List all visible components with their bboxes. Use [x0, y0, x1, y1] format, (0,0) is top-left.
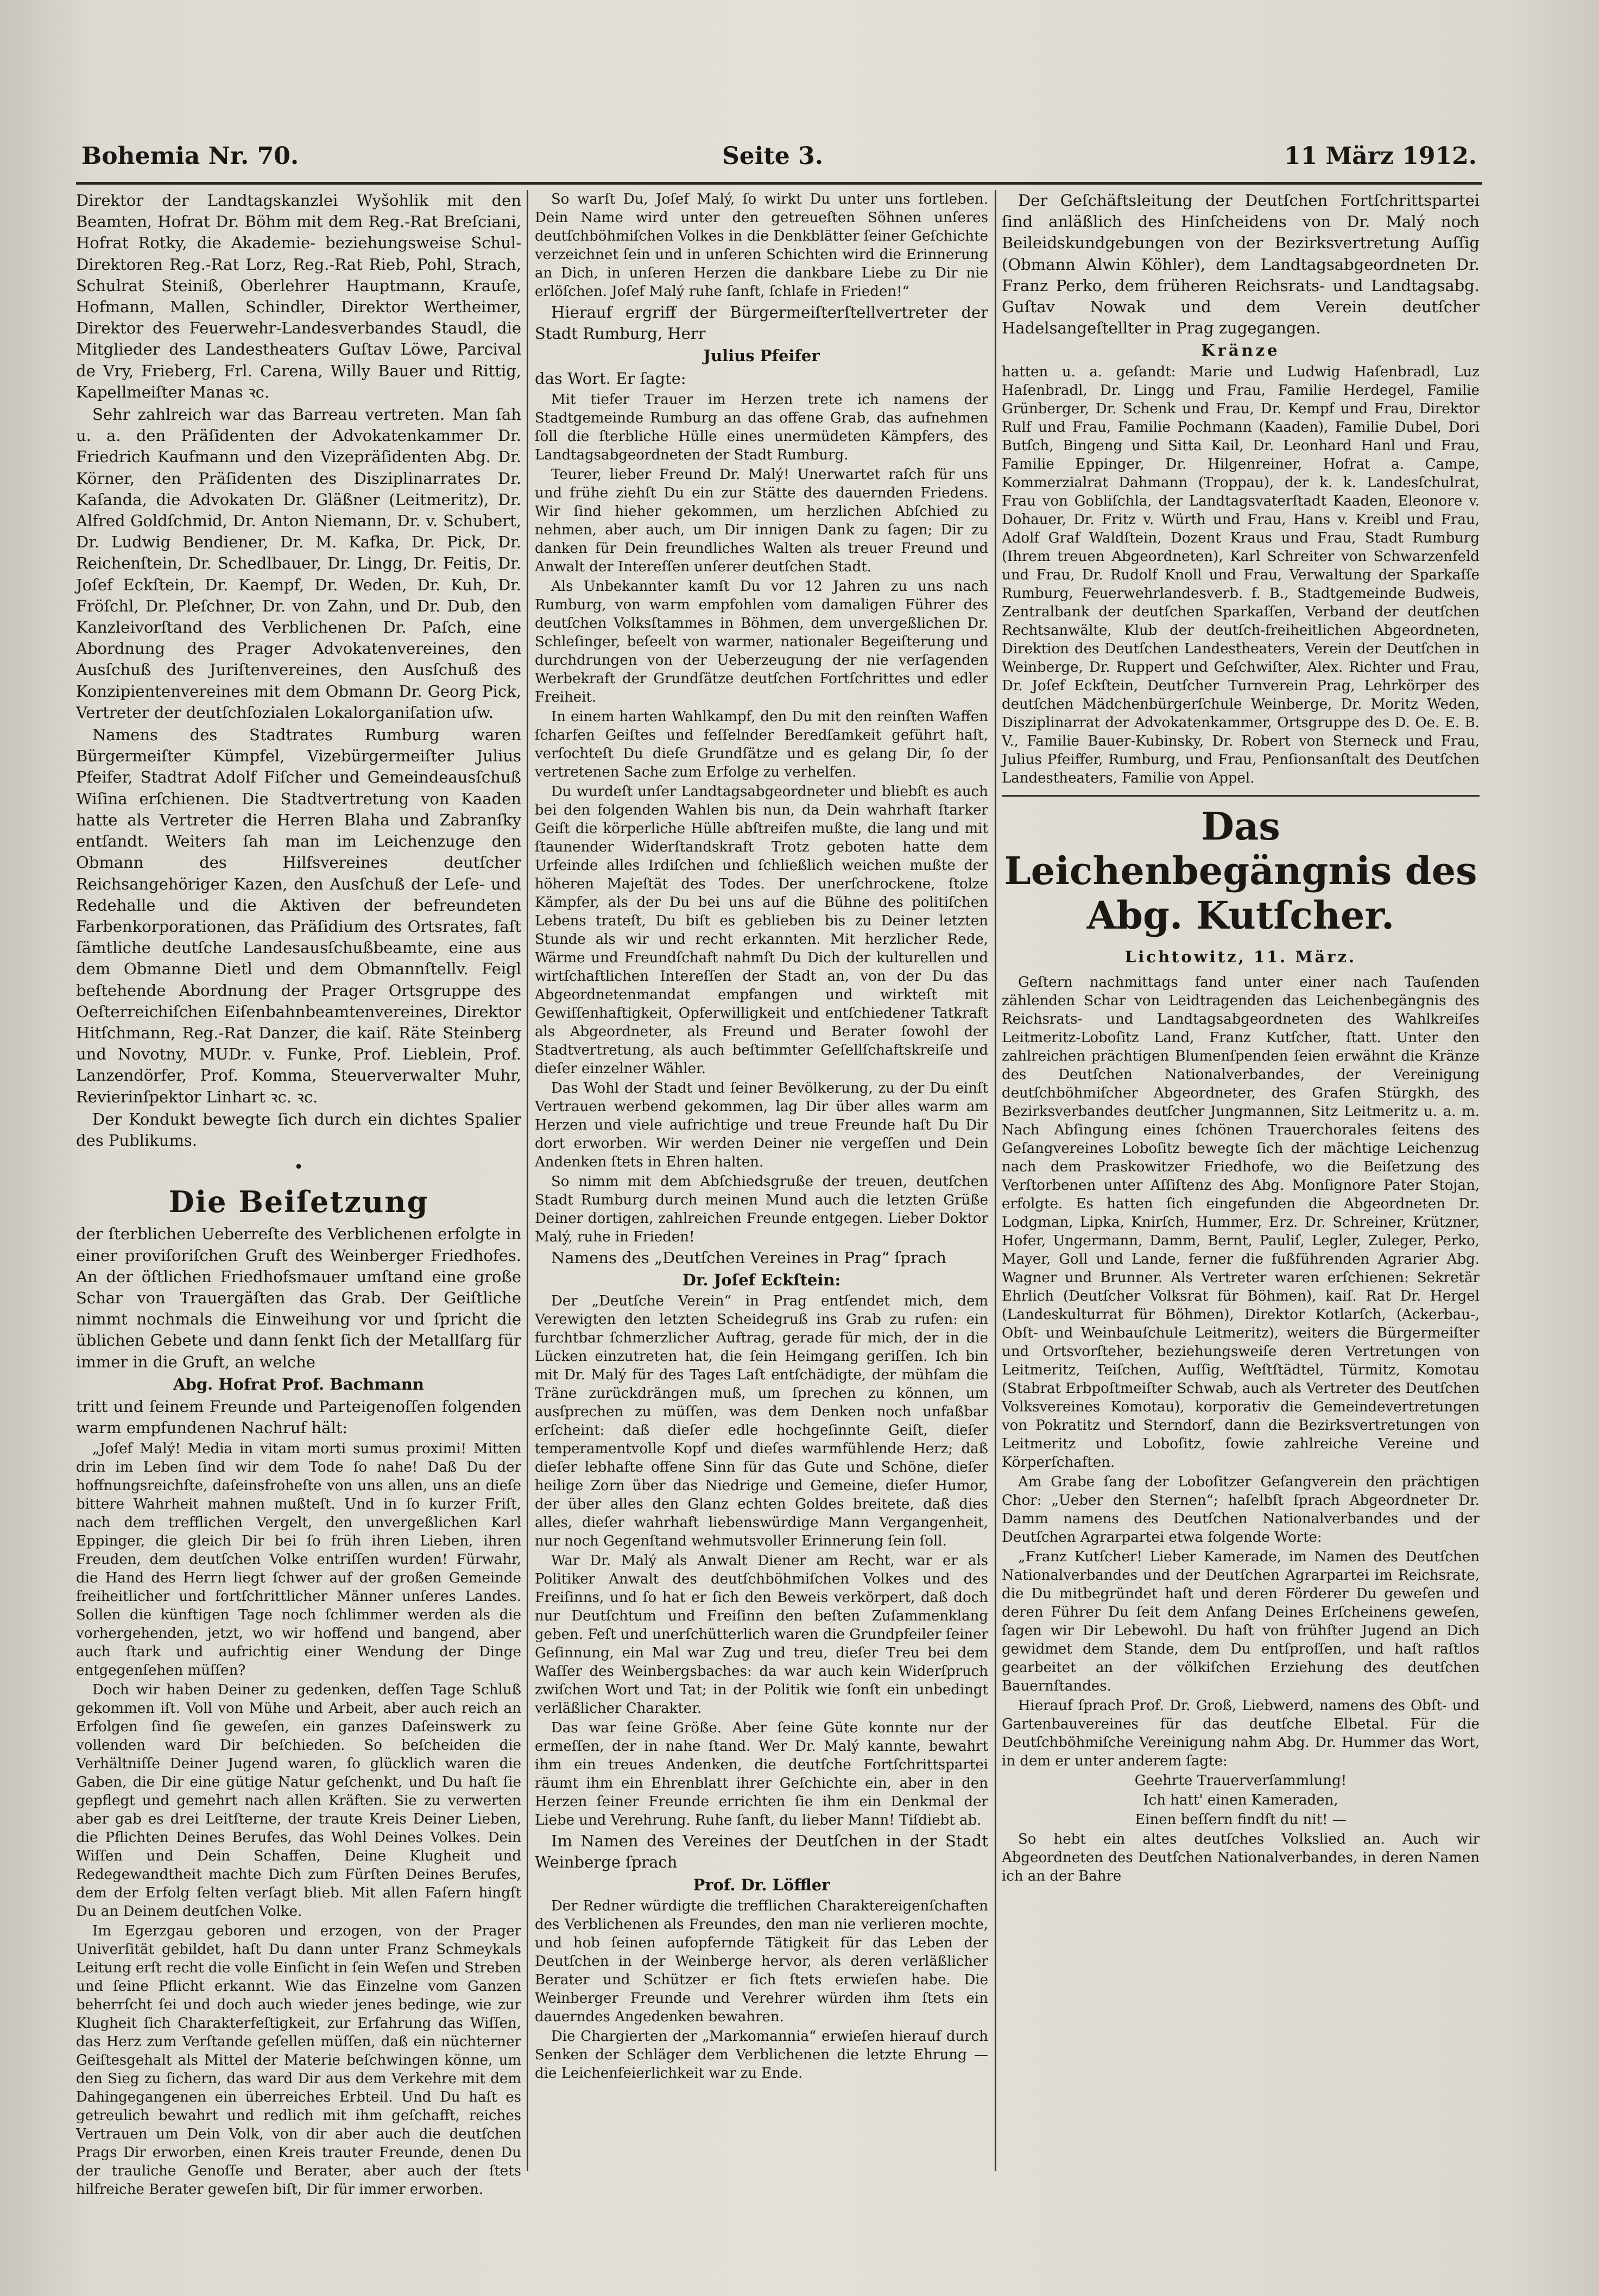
- paragraph: hatten u. a. geſandt: Marie und Ludwig Haſenbradl, Luz Haſenbradl, Dr. Lingg und Frau, Familie Herdegel, Familie Grünberger, Dr. Schenk und Frau, Dr. Kempf und Frau, Direktor Rulf und Frau, Familie Pochmann (Kaaden), Familie Dubel, Dori Butſch, Bingeng und Sitta Kail, Dr. Leonhard Hanl und Frau, Familie Eppinger, Dr. Hilgenreiner, Hofrat a. Campe, Kommerzialrat Dahmann (Troppau), der k. k. Landesſchulrat, Frau von Gobliſchla, der Landtagsvaterſtadt Kaaden, Eleonore v. Dohauer, Dr. Fritz v. Würth und Frau, Hans v. Kreibl und Frau, Adolf Graf Waldſtein, Dozent Kraus und Frau, Stadt Rumburg (Ihrem treuen Abgeordneten), Karl Schreiter von Schwarzenfeld und Frau, Dr. Rudolf Knoll und Frau, Verwaltung der Sparkaſſe Rumburg, Feuerwehrlandesverb. f. B., Stadtgemeinde Budweis, Zentralbank der deutſchen Sparkaſſen, Verband der deutſchen Rechtsanwälte, Klub der deutſch-freiheitlichen Abgeordneten, Direktion des Deutſchen Landestheaters, Verein der Deutſchen in Weinberge, Dr. Ruppert und Geſchwiſter, Alex. Richter und Frau, Dr. Joſef Eckſtein, Deutſcher Turnverein Prag, Lehrkörper des deutſchen Mädchenbürgerſchule Weinberge, Dr. Moritz Weden, Disziplinarrat der Advokatenkammer, Ortsgruppe des D. Oe. E. B. V., Familie Bauer-Kubinsky, Dr. Robert von Sterneck und Frau, Julius Pfeiffer, Rumburg, und Frau, Penſionsanſtalt des Deutſchen Landestheaters, Familie von Appel.: [1002, 363, 1480, 786]
- speech-paragraph: Der „Deutſche Verein“ in Prag entſendet mich, dem Verewigten den letzten Scheidegruß ins Grab zu rufen: ein furchtbar ſchmerzlicher Auftrag, gerade für mich, der in die Lücken einzutreten hat, die ſein Heimgang geriſſen. Ich bin mit Dr. Malý für des Tages Laſt entſchädigte, der mühſam die Träne zurückdrängen muß, um ſprechen zu können, um ausſprechen zu müſſen, was dem Denken noch unfaßbar erſcheint: daß dieſer edle hochgeſinnte Geiſt, dieſer temperamentvolle Kopf und dieſes warmfühlende Herz; daß dieſer lebhafte offene Sinn für das Gute und Schöne, dieſer heilige Zorn über das Niedrige und Gemeine, dieſer Humor, der über alles den Glanz echten Goldes breitete, daß dies alles, dieſer wahrhaft liebenswürdige Mann Vergangenheit, nur noch Gegenſtand wehmutsvoller Erinnerung ſein ſoll.: [535, 1293, 988, 1550]
- header-issue: Bohemia Nr. 70.: [81, 142, 299, 170]
- column-3: [1002, 190, 1480, 2171]
- paragraph: Geſtern nachmittags fand unter einer nach Tauſenden zählenden Schar von Leidtragenden das Leichenbegängnis des Reichsrats- und Landtagsabgeordneten des Wahlkreiſes Leitmeritz-Loboſitz Land, Franz Kutſcher, ſtatt. Unter den zahlreichen prächtigen Blumenſpenden ſeien erwähnt die Kränze des Deutſchen Nationalverbandes, der Vereinigung deutſchböhmiſcher Abgeordneter, des Grafen Stürgkh, des Bezirksverbandes deutſcher Jungmannen, Sitz Leitmeritz u. a. m. Nach Abſingung eines ſchönen Trauerchorales ſeitens des Geſangvereines Loboſitz bewegte ſich der mächtige Leichenzug nach dem Praskowitzer Friedhofe, wo die Beiſetzung des Verſtorbenen unter Aſſiſtenz des Abg. Monſignore Pater Stojan, erfolgte. Es hatten ſich eingefunden die Abgeordneten Dr. Lodgman, Lipka, Knirſch, Hummer, Erz. Dr. Schreiner, Krützner, Hofer, Ungermann, Damm, Bernt, Pauliſ, Legler, Zuleger, Perko, Mayer, Goll und Lande, ferner die fußführenden Agrarier Abg. Wagner und Brunner. Als Vertreter waren erſchienen: Sekretär Ehrlich (Deutſcher Volksrat für Böhmen), kaiſ. Rat Dr. Hergel (Landeskulturrat für Böhmen), Direktor Kotlarſch, (Ackerbau-, Obſt- und Weinbauſchule Leitmeritz), weiters die Bürgermeiſter und Ortsvorſteher, beziehungsweiſe deren Vertretungen von Leitmeritz, Teiſchen, Auſſig, Weſtſtädtel, Türmitz, Komotau (Stabrat Erbpoſtmeiſter Schwab, auch als Vertreter des Deutſchen Volksvereines Komotau), korporativ die Gemeindevertretungen von Pokratitz und Sterndorf, dann die Bezirksvertretungen von Leitmeritz und Loboſitz, ſowie zahlreiche Vereine und Körperſchaften.: [1002, 974, 1480, 1471]
- paragraph: der ſterblichen Ueberreſte des Verblichenen erfolgte in einer proviſoriſchen Gruft des Weinberger Friedhofes. An der öſtlichen Friedhofsmauer umſtand eine große Schar von Trauergäſten das Grab. Der Geiſtliche nimmt nochmals die Einweihung vor und ſpricht die üblichen Gebete und dann ſenkt ſich der Metallſarg für immer in die Gruft, an welche: [76, 1225, 521, 1371]
- article-headline: Das Leichenbegängnis des Abg. Kutſcher.: [1004, 803, 1477, 938]
- page-header: [81, 142, 1477, 175]
- paragraph: Die Chargierten der „Markomannia“ erwieſen hierauf durch Senken der Schläger dem Verblichenen die letzte Ehrung — die Leichenfeierlichkeit war zu Ende.: [535, 2028, 988, 2081]
- paragraph: Am Grabe ſang der Loboſitzer Geſangverein den prächtigen Chor: „Ueber den Sternen“; haſelbſt ſprach Abgeordneter Dr. Damm namens des Deutſchen Nationalverbandes und der Deutſchen Agrarpartei etwa folgende Worte:: [1002, 1473, 1480, 1546]
- speaker-name: Prof. Dr. Löffler: [693, 1875, 830, 1894]
- speaker-name: Abg. Hofrat Prof. Bachmann: [173, 1374, 424, 1393]
- column-divider: [995, 190, 996, 2171]
- speech-paragraph: War Dr. Malý als Anwalt Diener am Recht, war er als Politiker Anwalt des deutſchböhmiſchen Volkes und des Freiſinns, und ſo hat er ſich den Beweis verkörpert, daß doch nur Deutſchtum und Freiſinn den beſten Zuſammenklang geben. Feſt und unerſchütterlich waren die Grundpfeiler ſeiner Geſinnung, ein Mal war Zug und treu, dieſer Treu bei dem Waſſer des Weinbergsbaches: da war auch kein Widerſpruch zwiſchen Wort und Tat; in der Politik wie ſonſt ein unbedingt verläßlicher Charakter.: [535, 1553, 988, 1717]
- paragraph: Sehr zahlreich war das Barreau vertreten. Man ſah u. a. den Präſidenten der Advokatenkammer Dr. Friedrich Kaufmann und den Vizepräſidenten Abg. Dr. Körner, den Präſidenten des Disziplinarrates Dr. Kaſanda, die Advokaten Dr. Gläßner (Leitmeritz), Dr. Alfred Goldſchmid, Dr. Anton Niemann, Dr. v. Schubert, Dr. Ludwig Bendiener, Dr. M. Kafka, Dr. Pick, Dr. Reichenſtein, Dr. Schedlbauer, Dr. Lingg, Dr. Feitis, Dr. Joſef Eckſtein, Dr. Kaempf, Dr. Weden, Dr. Kuh, Dr. Fröſchl, Dr. Pleſchner, Dr. von Zahn, und Dr. Dub, den Kanzleivorſtand des Verblichenen Dr. Paſch, eine Abordnung des Prager Advokatenvereines, den Ausſchuß des Juriſtenvereines, den Ausſchuß des Konzipientenvereines mit dem Obmann Dr. Georg Pick, Vertreter der deutſchſozialen Lokalorganiſation uſw.: [76, 405, 521, 722]
- paragraph: Der Redner würdigte die trefflichen Charaktereigenſchaften des Verblichenen als Freundes, den man nie verlieren mochte, und hob ſeinen aufopfernde Tätigkeit für das Leben der Deutſchen in der Weinberge hervor, als deren verläßlicher Berater und Schützer er ſich ſtets erwieſen habe. Die Weinberger Freunde und Verehrer würden ihm ſtets ein dauerndes Angedenken bewahren.: [535, 1897, 988, 2025]
- speech-paragraph: Das war ſeine Größe. Aber ſeine Güte konnte nur der ermeſſen, der in nahe ſtand. Wer Dr. Malý kannte, bewahrt ihm ein treues Andenken, die deutſche Fortſchrittspartei räumt ihm ein Ehrenblatt ihrer Geſchichte ein, aber in den Herzen ſeiner Freunde errichten ſie ihm ein Denkmal der Liebe und Verehrung. Ruhe ſanft, du lieber Mann! Tiſdiebt ab.: [535, 1720, 988, 1829]
- poem-line: Einen beſſern findſt du nit! —: [1135, 1811, 1347, 1828]
- subheading: Kränze: [1201, 341, 1280, 360]
- speech-paragraph: „Franz Kutſcher! Lieber Kamerade, im Namen des Deutſchen Nationalverbandes und der Deutſchen Agrarpartei im Reichsrate, die Du mitbegründet haſt und deren Förderer Du geweſen und deren Führer Du ſeit dem Anfang Deines Erſcheinens geweſen, ſagen wir Dir Lebewohl. Du haſt von frühſter Jugend an Dich gewidmet dem Stande, dem Du entſproſſen, und haſt raſtlos gearbeitet an der völkiſchen Erziehung des deutſchen Bauernſtandes.: [1002, 1548, 1480, 1694]
- paragraph: das Wort. Er ſagte:: [535, 369, 686, 388]
- separator-dot: •: [294, 1158, 304, 1177]
- paragraph: Der Geſchäftsleitung der Deutſchen Fortſchrittspartei ſind anläßlich des Hinſcheidens von Dr. Malý noch Beileidskundgebungen von der Bezirksvertretung Auſſig (Obmann Alwin Köhler), dem Landtagsabgeordneten Dr. Franz Perko, dem früheren Reichsrats- und Landtagsabg. Guſtav Nowak und dem Verein deutſcher Hadelsangeſtellter in Prag zugegangen.: [1002, 191, 1480, 338]
- column-2: [535, 190, 988, 2171]
- speech-paragraph: Doch wir haben Deiner zu gedenken, deſſen Tage Schluß gekommen iſt. Voll von Mühe und Arbeit, aber auch reich an Erfolgen ſind ſie geweſen, ein ganzes Daſeinswerk zu vollenden ward Dir beſchieden. So beſcheiden die Verhältniſſe Deiner Jugend waren, ſo glücklich waren die Gaben, die Dir eine gütige Natur geſchenkt, und Du haſt ſie gepflegt und gemehrt nach allen Kräften. Sie zu verwerten aber gab es drei Leitſterne, der traute Kreis Deiner Lieben, die Pflichten Deines Berufes, das Wohl Deines Volkes. Dein Wiſſen und Dein Schaffen, Deine Klugheit und Redegewandtheit machte Dich zum Fürſten Deines Berufes, dem der Erfolg ſelten verſagt blieb. Mit allen Faſern hingſt Du an Deinem deutſchen Volke.: [76, 1682, 521, 1920]
- paragraph: Hierauf ſprach Prof. Dr. Groß, Liebwerd, namens des Obſt- und Gartenbauvereines für das deutſche Elbetal. Für die Deutſchböhmiſche Vereinigung nahm Abg. Dr. Hummer das Wort, in dem er unter anderem ſagte:: [1002, 1697, 1480, 1769]
- speaker-name: Julius Pfeifer: [703, 346, 820, 365]
- speech-paragraph: „Joſef Malý! Media in vitam morti sumus proximi! Mitten drin im Leben ſind wir dem Tode ſo nahe! Daß Du der hoffnungsreichſte, daſeinsfroheſte von uns allen, uns an dieſe bittere Wahrheit mahnen mußteſt. Und in ſo kurzer Friſt, nach dem trefflichen Vergelt, den unvergeßlichen Karl Eppinger, die gleich Dir bei ſo früh ihren Lieben, ihren Freuden, dem deutſchen Volke entriſſen wurden! Fürwahr, die Hand des Herrn liegt ſchwer auf der großen Gemeinde freiheitlicher und fortſchrittlicher Männer unſeres Landes. Sollen die künftigen Tage noch ſchlimmer werden als die vorhergehenden, jetzt, wo wir hoffend und bangend, aber auch ſtark und aufrichtig einer Wendung der Dinge entgegenſehen müſſen?: [76, 1441, 521, 1679]
- paragraph: Hierauf ergriff der Bürgermeiſterſtellvertreter der Stadt Rumburg, Herr: [535, 303, 988, 343]
- poem-line: Ich hatt' einen Kameraden,: [1143, 1792, 1338, 1808]
- paragraph: So hebt ein altes deutſches Volkslied an. Auch wir Abgeordneten des Deutſchen Nationalverbandes, in deren Namen ich an der Bahre: [1002, 1831, 1480, 1884]
- paragraph: tritt und ſeinem Freunde und Parteigenoſſen folgenden warm empfundenen Nachruf hält:: [76, 1397, 521, 1437]
- article-divider: [1002, 795, 1480, 797]
- speech-paragraph: Teurer, lieber Freund Dr. Malý! Unerwartet raſch für uns und frühe ziehſt Du ein zur Stätte des dauernden Friedens. Wir ſind hieher gekommen, um herzlichen Abſchied zu nehmen, aber auch, um Dir innigen Dank zu ſagen; Dir zu danken für Dein freundliches Walten als treuer Freund und Anwalt der Intereſſen unſerer deutſchen Stadt.: [535, 466, 988, 575]
- column-1: [76, 190, 521, 2198]
- paragraph: Im Namen des Vereines der Deutſchen in der Stadt Weinberge ſprach: [535, 1832, 988, 1872]
- header-rule: [76, 182, 1482, 185]
- paragraph: Der Kondukt bewegte ſich durch ein dichtes Spalier des Publikums.: [76, 1109, 521, 1150]
- speech-paragraph: Als Unbekannter kamſt Du vor 12 Jahren zu uns nach Rumburg, von warm empfohlen vom damaligen Führer des deutſchen Volksſtammes in Böhmen, dem unvergeßlichen Dr. Schleſinger, beſeelt von warmer, nationaler Begeiſterung und durchdrungen von der Ueberzeugung der nie verſagenden Werbekraft der Grundſätze deutſchen Fortſchrittes und edler Freiheit.: [535, 578, 988, 705]
- speech-paragraph: So nimm mit dem Abſchiedsgruße der treuen, deutſchen Stadt Rumburg durch meinen Mund auch die letzten Grüße Deiner dortigen, zahlreichen Freunde entgegen. Lieber Doktor Malý, ruhe in Frieden!: [535, 1173, 988, 1245]
- speech-paragraph: In einem harten Wahlkampf, den Du mit den reinſten Waffen ſcharfen Geiſtes und feſſelnder Beredſamkeit geführt haſt, verſochteſt Du dieſe Grundſätze und es gelang Dir, ſo der vertretenen Sache zum Erfolge zu verhelfen.: [535, 708, 988, 780]
- section-heading: Die Beiſetzung: [168, 1184, 429, 1220]
- speech-paragraph: Das Wohl der Stadt und ſeiner Bevölkerung, zu der Du einſt Vertrauen werbend gekommen, lag Dir über alles warm am Herzen und viele aufrichtige und treue Freunde haſt Du Dir dort erworben. Wir werden Deiner nie vergeſſen und Dein Andenken ſtets in Ehren halten.: [535, 1080, 988, 1170]
- speech-paragraph: Du wurdeſt unſer Landtagsabgeordneter und bliebſt es auch bei den folgenden Wahlen bis nun, da Dein wahrhaft ſtarker Geiſt die körperliche Hülle abſtreifen mußte, die lang und mit ſtaunender Widerſtandskraft Trotz geboten hatte dem Urfeinde alles Irdiſchen und ſchließlich weichen mußte der höheren Majeſtät des Todes. Der unerſchrockene, ſtolze Kämpfer, als der Du bei uns auf die Bühne des politiſchen Lebens trateſt, Du biſt es geblieben bis zu Deiner letzten Stunde als wir und recht erkannten. Mit herzlicher Rede, Wärme und Freundſchaft nahmſt Du Dich der kulturellen und wirtſchaftlichen Intereſſen der Stadt an, von der Du das Abgeordnetenmandat empfangen und wirkteſt mit Gewiſſenhaftigkeit, Opferwilligkeit und entſchiedener Tatkraft als Abgeordneter, als Freund und Berater ſowohl der Stadtvertretung, als auch beſtimmter Geſellſchaftskreiſe und dieſer einzelner Wähler.: [535, 783, 988, 1077]
- speaker-name: Dr. Joſef Eckſtein:: [682, 1271, 841, 1290]
- paragraph: Direktor der Landtagskanzlei Wyšohlik mit den Beamten, Hofrat Dr. Böhm mit dem Reg.-Rat Breſciani, Hofrat Rotky, die Akademie- beziehungsweise Schul-Direktoren Reg.-Rat Lorz, Reg.-Rat Rieb, Pohl, Strach, Schulrat Steiniß, Oberlehrer Hauptmann, Krauſe, Hofmann, Mallen, Schindler, Direktor Wertheimer, Direktor des Feuerwehr-Landesverbandes Staudl, die Mitglieder des Landestheaters Guſtav Löwe, Parcival de Vry, Frieberg, Frl. Carena, Willy Bauer und Rittig, Kapellmeiſter Manas ꝛc.: [76, 191, 521, 401]
- speech-paragraph: Mit tiefer Trauer im Herzen trete ich namens der Stadtgemeinde Rumburg an das offene Grab, das aufnehmen ſoll die ſterbliche Hülle eines unermüdeten Kämpfers, des Landtagsabgeordneten der Stadt Rumburg.: [535, 391, 988, 463]
- poem-line: Geehrte Trauerverſammlung!: [1134, 1772, 1347, 1789]
- paragraph: Namens des „Deutſchen Vereines in Prag“ ſprach: [551, 1248, 946, 1267]
- dateline: Lichtowitz, 11. März.: [1124, 947, 1357, 966]
- header-date: 11 März 1912.: [1284, 142, 1477, 170]
- speech-paragraph: So warſt Du, Joſef Malý, ſo wirkt Du unter uns fortleben. Dein Name wird unter den getreueſten Söhnen unſeres deutſchböhmiſchen Volkes in die Denkblätter ſeiner Geſchichte verzeichnet ſein und in unſeren Schichten wird die Erinnerung an Dich, in unſeren Herzen die dankbare Liebe zu Dir nie erlöſchen. Joſef Malý ruhe ſanft, ſchlafe in Frieden!“: [535, 191, 988, 300]
- paragraph: Namens des Stadtrates Rumburg waren Bürgermeiſter Kümpfel, Vizebürgermeiſter Julius Pfeifer, Stadtrat Adolf Fiſcher und Gemeindeausſchuß Wiſina erſchienen. Die Stadtvertretung von Kaaden hatte als Vertreter die Herren Blaha und Zabranſky entſandt. Weiters ſah man im Leichenzuge den Obmann des Hilfsvereines deutſcher Reichsangehöriger Kazen, den Ausſchuß der Leſe- und Redehalle und die Aktiven der befreundeten Farbenkorporationen, das Präſidium des Ortsrates, faſt ſämtliche deutſche Landesausſchußbeamte, eine aus dem Obmanne Dietl und dem Obmannſtellv. Feigl beſtehende Abordnung der Prager Ortsgruppe des Oeſterreichiſchen Eiſenbahnbeamtenvereines, Direktor Hitſchmann, Reg.-Rat Danzer, die kaiſ. Räte Steinberg und Novotny, MUDr. v. Funke, Prof. Lieblein, Prof. Lanzendörfer, Prof. Komma, Steuerverwalter Muhr, Revierinſpektor Linhart ꝛc. ꝛc.: [76, 726, 521, 1106]
- header-page-number: Seite 3.: [722, 142, 824, 170]
- speech-paragraph: Im Egerzgau geboren und erzogen, von der Prager Univerſität gebildet, haſt Du dann unter Franz Schmeykals Leitung erſt recht die volle Einſicht in ſein Weſen und Streben und ſeine Pflicht erkannt. Wie das Einzelne vom Ganzen beherrſcht ſei und doch auch wieder jenes bedinge, wie zur Klugheit ſich Charakterfeſtigkeit, zur Erfahrung das Wiſſen, das Herz zum Verſtande geſellen müſſen, daß ein nüchterner Geiſtesgehalt als Mittel der Materie beſchwingen könne, um den Sieg zu ſichern, das ward Dir aus dem Verkehre mit dem Dahingegangenen ein überreiches Erbteil. Und Du haſt es getreulich bewahrt und redlich mit ihm geſchafft, reiches Vertrauen um Dein Volk, von dir aber auch die deutſchen Prags Dir erworben, einen Kreis trauter Freunde, denen Du der trauliche Genoſſe und Berater, aber auch der ſtets hilfreiche Berater geweſen biſt, Dir für immer erworben.: [76, 1923, 521, 2198]
- column-divider: [527, 190, 528, 2171]
